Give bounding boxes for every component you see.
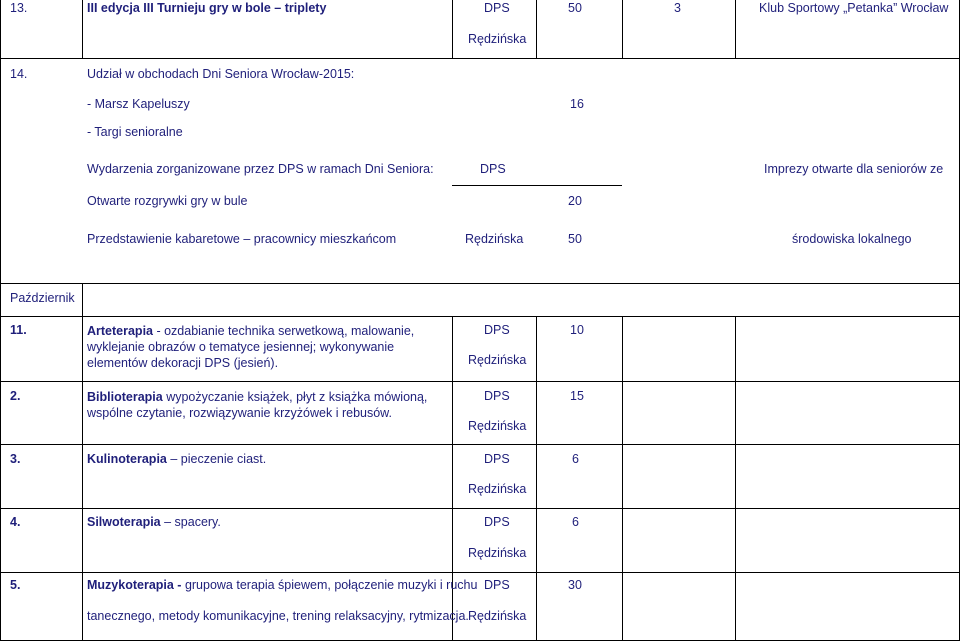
row-4-place-1: DPS [484, 515, 510, 529]
row-14-sub-item-2-count: 50 [568, 232, 582, 246]
row-13-partner: Klub Sportowy „Petanka” Wrocław [759, 1, 949, 15]
row-3-place-1: DPS [484, 452, 510, 466]
row-14-item-1: - Marsz Kapeluszy [87, 97, 190, 111]
row-5-description-line-2: tanecznego, metody komunikacyjne, trening relaksacyjny, rytmizacja. [87, 609, 469, 623]
row-2-desc: wypożyczanie książek, płyt z książka mówioną, wspólne czytanie, rozwiązywanie krzyżówek i rebusów. [87, 390, 428, 420]
row-11-name: Arteterapia [87, 324, 153, 338]
row-13-count: 50 [568, 1, 582, 15]
month-label: Październik [10, 291, 75, 305]
row-5-name: Muzykoterapia - [87, 578, 185, 592]
row-13-number: 13. [10, 1, 28, 15]
row-11-place-1: DPS [484, 323, 510, 337]
row-2-name: Biblioterapia [87, 390, 163, 404]
row-5-place-1: DPS [484, 578, 510, 592]
row-5-count: 30 [568, 578, 582, 592]
row-4-name: Silwoterapia [87, 515, 161, 529]
row-14-sub-title: Wydarzenia zorganizowane przez DPS w ramach Dni Seniora: [87, 162, 434, 176]
row-11-place-2: Rędzińska [468, 353, 527, 367]
row-2-count: 15 [570, 389, 584, 403]
row-3-place-2: Rędzińska [468, 482, 527, 496]
row-5-place-2: Rędzińska [468, 609, 527, 623]
row-4-place-2: Rędzińska [468, 546, 527, 560]
row-3-count: 6 [572, 452, 579, 466]
row-14-item-1-count: 16 [570, 97, 584, 111]
row-2-description [87, 389, 452, 421]
row-11-description [87, 323, 452, 371]
row-5-desc-1: grupowa terapia śpiewem, połączenie muzyki i ruchu [184, 578, 478, 592]
row-14-sub-place: DPS [480, 162, 506, 176]
row-14-item-2: - Targi senioralne [87, 125, 183, 139]
row-11-count: 10 [570, 323, 584, 337]
row-14-sub-item-1: Otwarte rozgrywki gry w bule [87, 194, 248, 208]
row-13-title: III edycja III Turnieju gry w bole – triplety [87, 1, 327, 15]
row-13-extra: 3 [674, 1, 681, 15]
row-14-sub-item-1-count: 20 [568, 194, 582, 208]
row-3-name: Kulinoterapia [87, 452, 167, 466]
row-3-desc: – pieczenie ciast. [166, 452, 267, 466]
row-5-number: 5. [10, 578, 21, 592]
row-4-number: 4. [10, 515, 21, 529]
row-11-number: 11. [10, 323, 27, 337]
row-4-desc: – spacery. [160, 515, 221, 529]
row-14-sub-note-1: Imprezy otwarte dla seniorów ze [764, 162, 944, 176]
row-13-place-2: Rędzińska [468, 32, 527, 46]
row-4-description [87, 515, 221, 530]
row-3-description [87, 452, 266, 467]
row-14-sub-item-2-place: Rędzińska [465, 232, 524, 246]
row-11-desc: - ozdabianie technika serwetkową, malowanie, wyklejanie obrazów o tematyce jesiennej; wykonywanie elementów dekoracji DPS (jesień). [87, 324, 415, 370]
row-4-count: 6 [572, 515, 579, 529]
row-2-number: 2. [10, 389, 21, 403]
row-3-number: 3. [10, 452, 21, 466]
row-14-title: Udział w obchodach Dni Seniora Wrocław-2015: [87, 67, 355, 81]
row-5-description-line-1 [87, 578, 477, 593]
row-2-place-2: Rędzińska [468, 419, 527, 433]
row-14-number: 14. [10, 67, 28, 81]
row-13-place-1: DPS [484, 1, 510, 15]
row-14-sub-item-2: Przedstawienie kabaretowe – pracownicy mieszkańcom [87, 232, 397, 246]
row-14-sub-note-2: środowiska lokalnego [792, 232, 912, 246]
row-2-place-1: DPS [484, 389, 510, 403]
